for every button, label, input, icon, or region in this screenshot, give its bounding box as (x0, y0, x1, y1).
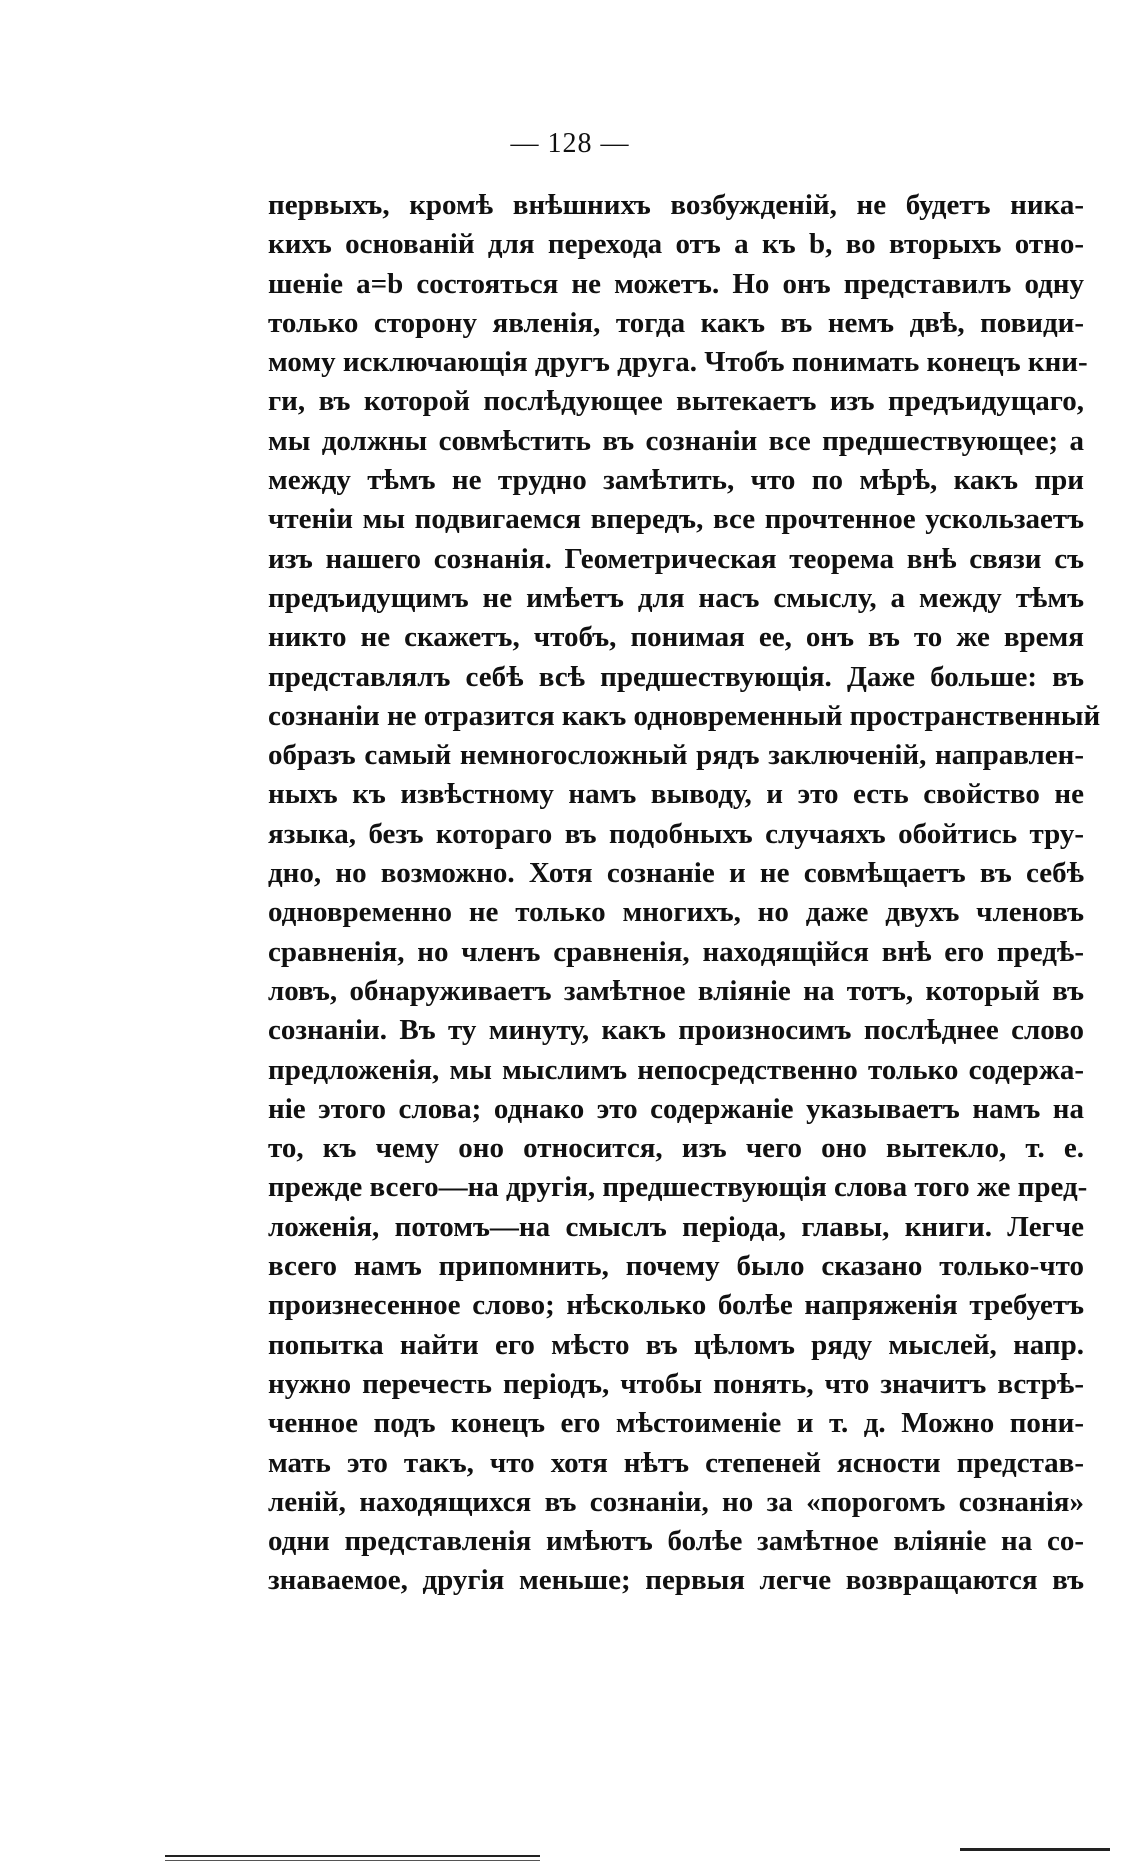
footer-rule-thin (165, 1860, 540, 1861)
text-line: сравненія, но членъ сравненія, находящійся внѣ его предѣ- (268, 935, 1084, 968)
page-number: — 128 — (510, 128, 630, 159)
footer-rule (165, 1855, 540, 1857)
text-line: образъ самый немногосложный рядъ заключеній, направлен- (268, 739, 1084, 772)
text-line: одновременно не только многихъ, но даже двухъ членовъ (268, 896, 1084, 929)
text-line: ченное подъ конецъ его мѣстоименіе и т. д. Можно пони- (268, 1407, 1084, 1440)
text-line: попытка найти его мѣсто въ цѣломъ ряду мыслей, напр. (268, 1328, 1084, 1361)
text-line: то, къ чему оно относится, изъ чего оно вытекло, т. е. (268, 1132, 1084, 1165)
text-line: никто не скажетъ, чтобъ, понимая ее, онъ въ то же время (268, 621, 1084, 654)
text-line: только сторону явленія, тогда какъ въ немъ двѣ, повиди- (268, 306, 1084, 339)
text-line: знаваемое, другія меньше; первыя легче возвращаются въ (268, 1564, 1084, 1597)
text-line: мому исключающія другъ друга. Чтобъ понимать конецъ кни- (268, 346, 1088, 379)
text-line: изъ нашего сознанія. Геометрическая теорема внѣ связи съ (268, 542, 1084, 575)
text-line: ныхъ къ извѣстному намъ выводу, и это есть свойство не (268, 778, 1084, 811)
text-line: предложенія, мы мыслимъ непосредственно только содержа- (268, 1053, 1084, 1086)
text-line: мать это такъ, что хотя нѣтъ степеней ясности представ- (268, 1446, 1084, 1479)
text-line: ложенія, потомъ—на смыслъ періода, главы, книги. Легче (268, 1210, 1084, 1243)
body-text (268, 186, 1101, 1601)
text-line: мы должны совмѣстить въ сознаніи все предшествующее; а (268, 424, 1084, 457)
text-line: ги, въ которой послѣдующее вытекаетъ изъ предъидущаго, (268, 385, 1084, 418)
text-line: первыхъ, кромѣ внѣшнихъ возбужденій, не будетъ ника- (268, 189, 1084, 221)
text-line: предъидущимъ не имѣетъ для насъ смыслу, а между тѣмъ (268, 581, 1084, 614)
text-line: произнесенное слово; нѣсколько болѣе напряженія требуетъ (268, 1289, 1084, 1322)
text-line: ловъ, обнаруживаетъ замѣтное вліяніе на тотъ, который въ (268, 974, 1084, 1007)
text-line: всего намъ припомнить, почему было сказано только-что (268, 1250, 1084, 1283)
text-line: между тѣмъ не трудно замѣтить, что по мѣрѣ, какъ при (268, 464, 1084, 497)
text-line: леній, находящихся въ сознаніи, но за «порогомъ сознанія» (268, 1485, 1084, 1518)
text-line: представлялъ себѣ всѣ предшествующія. Даже больше: въ (268, 660, 1084, 693)
text-line: сознаніи. Въ ту минуту, какъ произносимъ послѣднее слово (268, 1014, 1084, 1047)
footer-mark (960, 1848, 1110, 1851)
text-line: дно, но возможно. Хотя сознаніе и не совмѣщаетъ въ себѣ (268, 857, 1084, 890)
text-line: шеніе a=b состояться не можетъ. Но онъ представилъ одну (268, 267, 1084, 300)
text-line: сознаніи не отразится какъ одновременный пространственный (268, 699, 1101, 732)
text-line: прежде всего—на другія, предшествующія слова того же пред- (268, 1171, 1088, 1204)
text-line: одни представленія имѣютъ болѣе замѣтное вліяніе на со- (268, 1525, 1084, 1558)
text-line: языка, безъ котораго въ подобныхъ случаяхъ обойтись тру- (268, 817, 1084, 850)
text-line: ніе этого слова; однако это содержаніе указываетъ намъ на (268, 1092, 1084, 1125)
text-line: чтеніи мы подвигаемся впередъ, все прочтенное ускользаетъ (268, 503, 1084, 536)
text-line: нужно перечесть періодъ, чтобы понять, что значитъ встрѣ- (268, 1367, 1084, 1400)
text-line: кихъ основаній для перехода отъ a къ b, во вторыхъ отно- (268, 228, 1084, 261)
